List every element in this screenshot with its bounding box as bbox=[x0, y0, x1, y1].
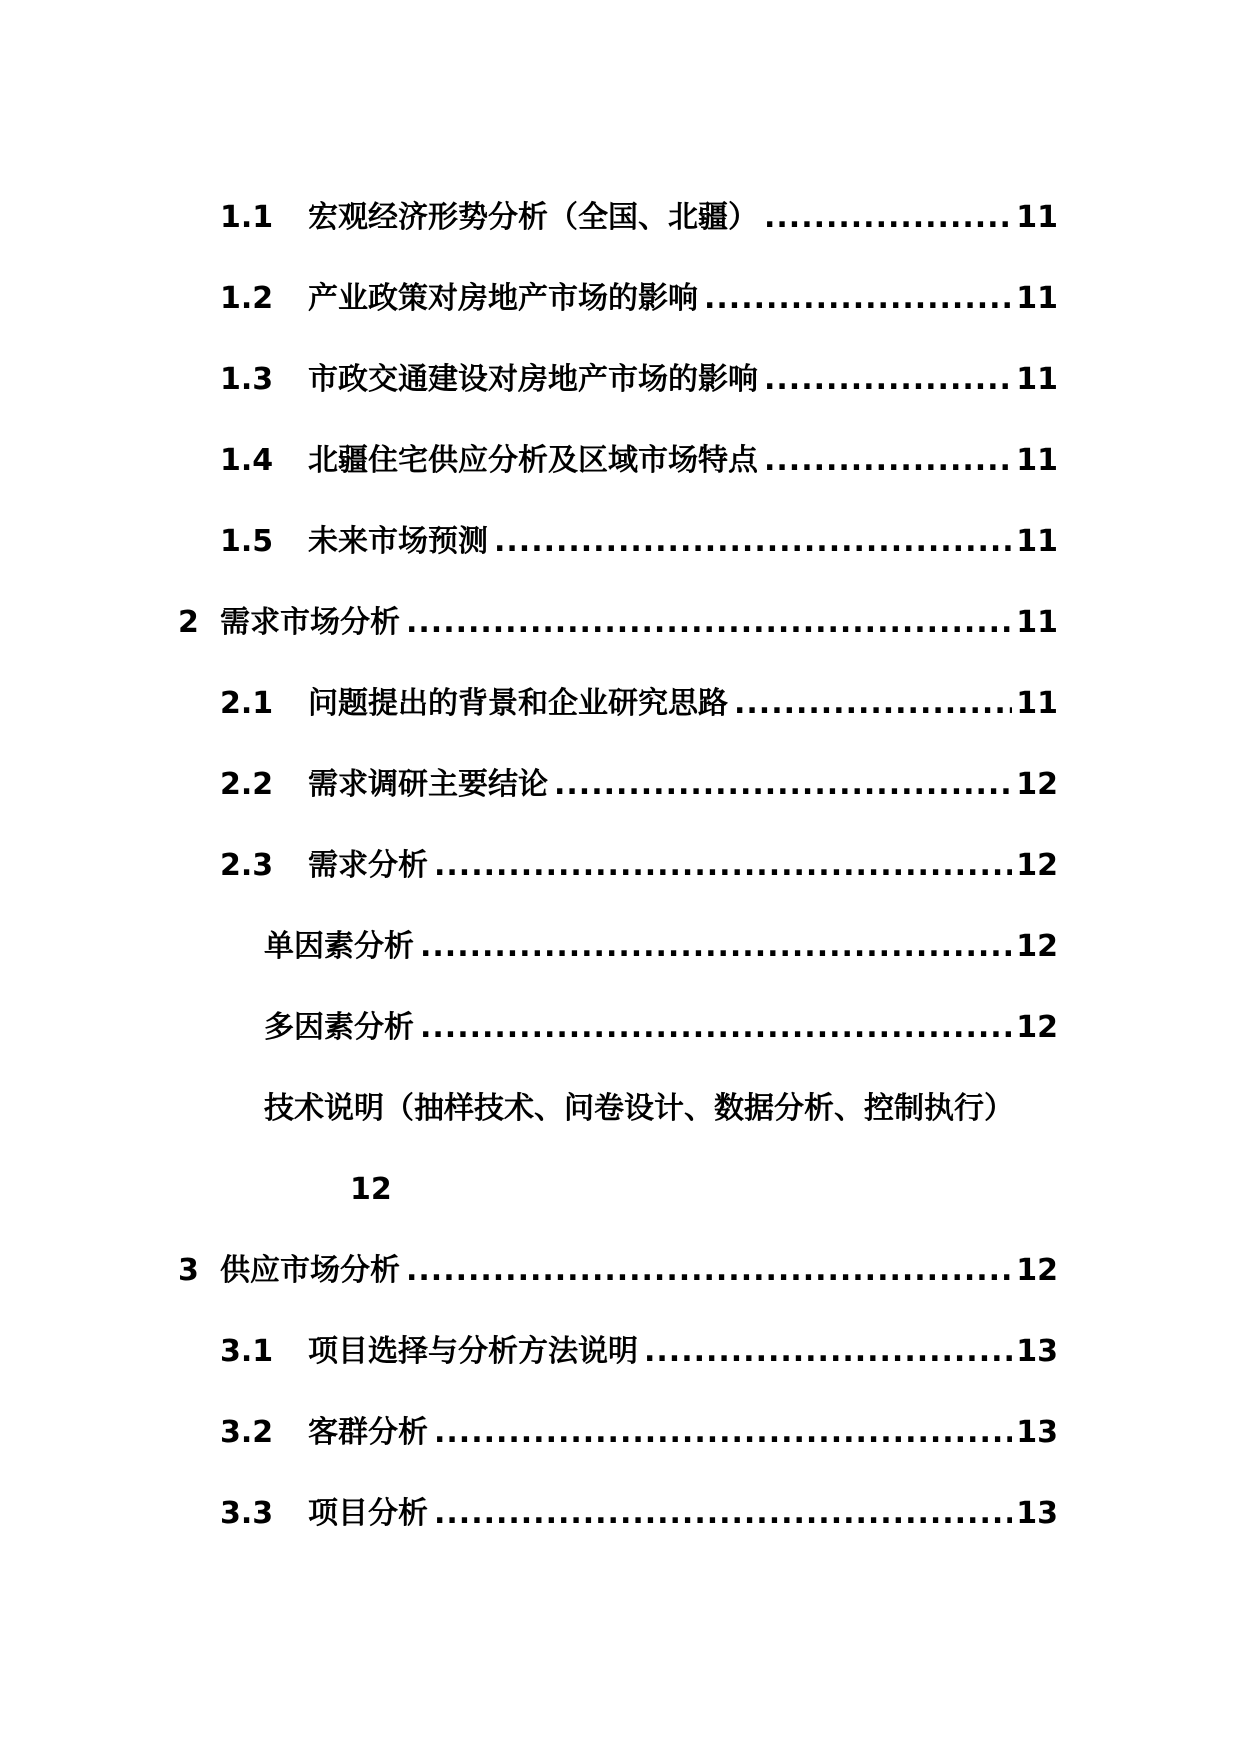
toc-entry-1-2[interactable] bbox=[220, 279, 1058, 319]
toc-entry-title: 多因素分析 bbox=[264, 1010, 414, 1045]
toc-entry-number: 1.3 bbox=[220, 362, 274, 397]
toc-dot-leader bbox=[434, 1494, 1012, 1534]
toc-dot-leader bbox=[434, 1413, 1012, 1453]
toc-dot-leader bbox=[406, 1251, 1012, 1291]
toc-dot-leader bbox=[734, 684, 1012, 724]
toc-dot-leader bbox=[434, 846, 1012, 886]
toc-dot-leader bbox=[644, 1332, 1012, 1372]
toc-entry-title: 需求调研主要结论 bbox=[308, 767, 548, 802]
toc-entry-number: 2 bbox=[178, 605, 199, 640]
toc-entry-3-1[interactable] bbox=[220, 1332, 1058, 1372]
toc-entry-number: 3.2 bbox=[220, 1415, 274, 1450]
toc-dot-leader bbox=[764, 441, 1012, 481]
toc-entry-number: 1.4 bbox=[220, 443, 274, 478]
toc-entry-page: 12 bbox=[1016, 929, 1058, 964]
toc-entry-title: 北疆住宅供应分析及区域市场特点 bbox=[308, 443, 758, 478]
toc-entry-number: 2.3 bbox=[220, 848, 274, 883]
toc-entry-2-2[interactable] bbox=[220, 765, 1058, 805]
toc-entry-page: 11 bbox=[1016, 443, 1058, 478]
toc-dot-leader bbox=[420, 927, 1012, 967]
toc-entry-2-3[interactable] bbox=[220, 846, 1058, 886]
toc-entry-title: 产业政策对房地产市场的影响 bbox=[308, 281, 698, 316]
toc-dot-leader bbox=[554, 765, 1012, 805]
toc-entry-title: 问题提出的背景和企业研究思路 bbox=[308, 686, 728, 721]
toc-entry-page: 11 bbox=[1016, 362, 1058, 397]
toc-entry-page: 12 bbox=[1016, 1253, 1058, 1288]
toc-entry-number: 1.5 bbox=[220, 524, 274, 559]
toc-entry-technical-notes[interactable] bbox=[264, 1089, 1074, 1129]
toc-entry-title: 需求市场分析 bbox=[220, 605, 400, 640]
toc-dot-leader bbox=[704, 279, 1012, 319]
toc-entry-number: 1.1 bbox=[220, 200, 274, 235]
toc-entry-multi-factor[interactable] bbox=[264, 1008, 1058, 1048]
toc-entry-page: 13 bbox=[1016, 1496, 1058, 1531]
toc-entry-title: 供应市场分析 bbox=[220, 1253, 400, 1288]
toc-dot-leader bbox=[764, 360, 1012, 400]
toc-entry-page: 11 bbox=[1016, 686, 1058, 721]
toc-entry-page: 12 bbox=[1016, 767, 1058, 802]
toc-entry-1-4[interactable] bbox=[220, 441, 1058, 481]
toc-entry-1-5[interactable] bbox=[220, 522, 1058, 562]
toc-entry-title: 客群分析 bbox=[308, 1415, 428, 1450]
toc-entry-2[interactable] bbox=[178, 603, 1058, 643]
toc-entry-page: 13 bbox=[1016, 1334, 1058, 1369]
toc-entry-page: 12 bbox=[350, 1172, 392, 1207]
toc-dot-leader bbox=[406, 603, 1012, 643]
toc-entry-number: 1.2 bbox=[220, 281, 274, 316]
toc-entry-title: 市政交通建设对房地产市场的影响 bbox=[308, 362, 758, 397]
toc-entry-3[interactable] bbox=[178, 1251, 1058, 1291]
toc-entry-page: 11 bbox=[1016, 524, 1058, 559]
toc-entry-number: 3.3 bbox=[220, 1496, 274, 1531]
toc-entry-title: 宏观经济形势分析（全国、北疆） bbox=[308, 200, 758, 235]
toc-entry-number: 2.1 bbox=[220, 686, 274, 721]
toc-entry-title: 项目选择与分析方法说明 bbox=[308, 1334, 638, 1369]
toc-entry-page: 13 bbox=[1016, 1415, 1058, 1450]
toc-dot-leader bbox=[764, 198, 1012, 238]
toc-entry-title: 未来市场预测 bbox=[308, 524, 488, 559]
toc-entry-3-3[interactable] bbox=[220, 1494, 1058, 1534]
toc-entry-single-factor[interactable] bbox=[264, 927, 1058, 967]
toc-entry-page: 11 bbox=[1016, 200, 1058, 235]
toc-entry-page: 11 bbox=[1016, 281, 1058, 316]
toc-entry-page: 11 bbox=[1016, 605, 1058, 640]
toc-entry-1-3[interactable] bbox=[220, 360, 1058, 400]
toc-entry-1-1[interactable] bbox=[220, 198, 1058, 238]
toc-entry-number: 3 bbox=[178, 1253, 199, 1288]
toc-entry-technical-notes-page-line[interactable] bbox=[350, 1170, 550, 1210]
toc-entry-number: 3.1 bbox=[220, 1334, 274, 1369]
toc-entry-3-2[interactable] bbox=[220, 1413, 1058, 1453]
toc-entry-page: 12 bbox=[1016, 848, 1058, 883]
toc-entry-2-1[interactable] bbox=[220, 684, 1058, 724]
toc-entry-title: 技术说明（抽样技术、问卷设计、数据分析、控制执行） bbox=[264, 1091, 1014, 1126]
toc-dot-leader bbox=[420, 1008, 1012, 1048]
toc-entry-title: 单因素分析 bbox=[264, 929, 414, 964]
toc-entry-title: 需求分析 bbox=[308, 848, 428, 883]
toc-entry-title: 项目分析 bbox=[308, 1496, 428, 1531]
toc-entry-number: 2.2 bbox=[220, 767, 274, 802]
toc-dot-leader bbox=[494, 522, 1012, 562]
toc-entry-page: 12 bbox=[1016, 1010, 1058, 1045]
